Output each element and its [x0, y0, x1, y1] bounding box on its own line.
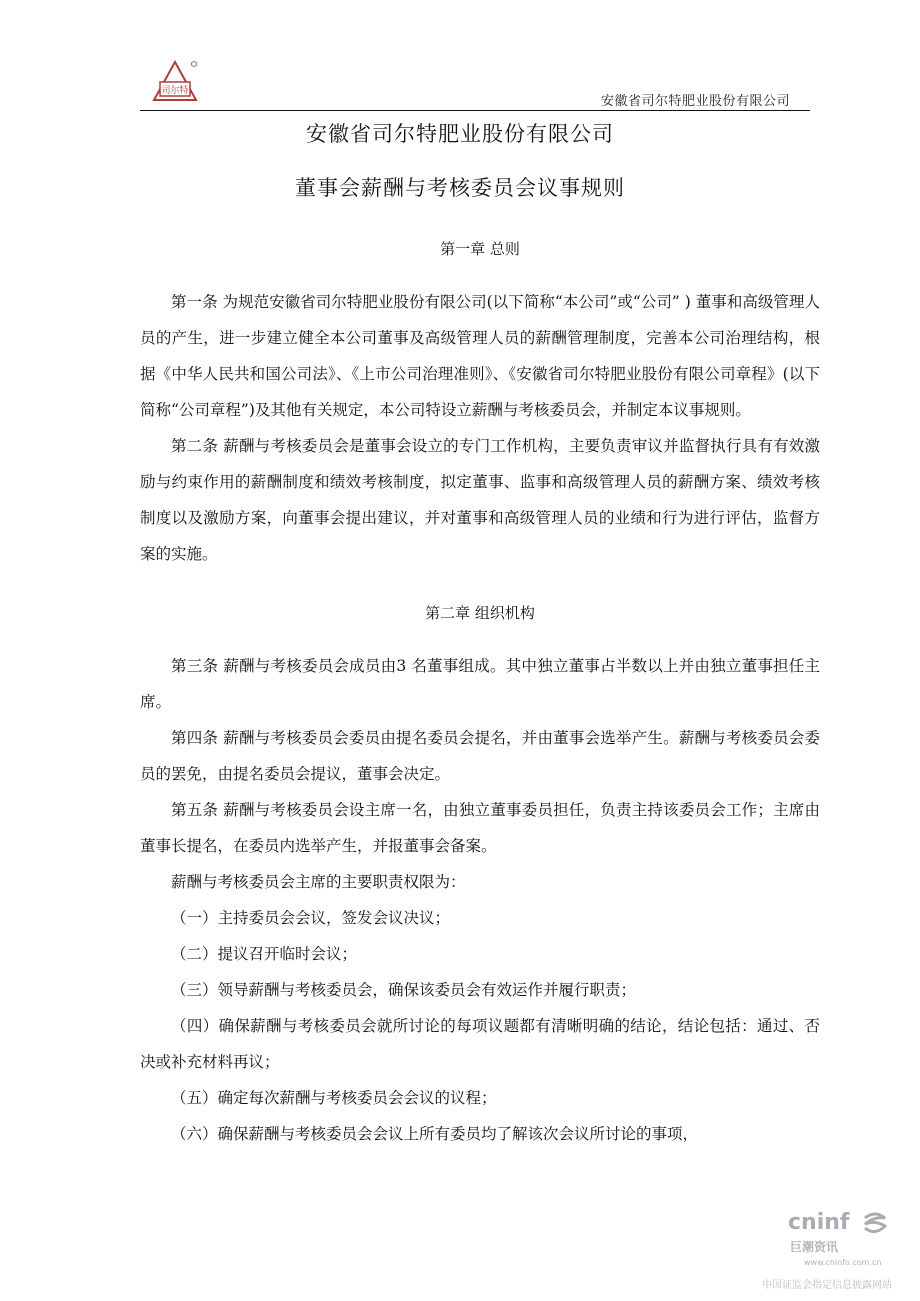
chair-duties-intro: 薪酬与考核委员会主席的主要职责权限为：	[171, 873, 466, 891]
watermark-url: www.cninfo.com.cn	[804, 1258, 882, 1267]
article-2: 第二条 薪酬与考核委员会是董事会设立的专门工作机构，主要负责审议并监督执行具有有效激励与约束作用的薪酬制度和绩效考核制度，拟定董事、监事和高级管理人员的薪酬方案、绩效考核制度以及激励方案，向董事会提出建议，并对董事和高级管理人员的业绩和行为进行评估，监督方案的实施。	[140, 437, 820, 563]
article-5: 第五条 薪酬与考核委员会设主席一名，由独立董事委员担任，负责主持该委员会工作；主席由董事长提名，在委员内选举产生，并报董事会备案。	[140, 801, 820, 855]
chair-duty-2: （二）提议召开临时会议；	[171, 945, 358, 963]
document-body	[140, 232, 820, 1152]
logo-text: 司尔特	[161, 86, 189, 96]
chair-duty-4: （四）确保薪酬与考核委员会就所讨论的每项议题都有清晰明确的结论，结论包括：通过、否决或补充材料再议；	[140, 1017, 820, 1071]
header-company-name: 安徽省司尔特肥业股份有限公司	[600, 94, 790, 109]
cninfo-swirl-icon	[862, 1212, 888, 1234]
company-logo	[150, 58, 200, 104]
chair-duty-3: （三）领导薪酬与考核委员会，确保该委员会有效运作并履行职责；	[171, 981, 637, 999]
chapter-1-heading: 第一章 总则	[440, 240, 520, 258]
watermark-brand: cninf	[788, 1210, 850, 1235]
article-3: 第三条 薪酬与考核委员会成员由3 名董事组成。其中独立董事占半数以上并由独立董事担任主席。	[140, 657, 820, 711]
chair-duty-5: （五）确定每次薪酬与考核委员会会议的议程；	[171, 1089, 497, 1107]
cninfo-watermark	[762, 1210, 910, 1291]
watermark-subtitle: 巨潮资讯	[790, 1240, 839, 1254]
document-company-title: 安徽省司尔特肥业股份有限公司	[306, 122, 614, 146]
chapter-2-heading: 第二章 组织机构	[425, 604, 535, 622]
article-1: 第一条 为规范安徽省司尔特肥业股份有限公司(以下简称“本公司”或“公司” ) 董事和高级管理人员的产生，进一步建立健全本公司董事及高级管理人员的薪酬管理制度，完善本公司治理结构，根据《中华人民共和国公司法》、《上市公司治理准则》、《安徽省司尔特肥业股份有限公司章程》(以下简称“公司章程”)及其他有关规定，本公司特设立薪酬与考核委员会，并制定本议事规则。	[140, 293, 820, 419]
header-divider	[140, 110, 810, 111]
document-title: 董事会薪酬与考核委员会议事规则	[295, 176, 625, 200]
chair-duty-1: （一）主持委员会会议，签发会议决议；	[171, 909, 451, 927]
watermark-footer: 中国证监会指定信息披露网站	[762, 1280, 892, 1291]
chair-duty-6: （六）确保薪酬与考核委员会会议上所有委员均了解该次会议所讨论的事项，	[171, 1125, 699, 1143]
article-4: 第四条 薪酬与考核委员会委员由提名委员会提名，并由董事会选举产生。薪酬与考核委员会委员的罢免，由提名委员会提议，董事会决定。	[140, 729, 820, 783]
